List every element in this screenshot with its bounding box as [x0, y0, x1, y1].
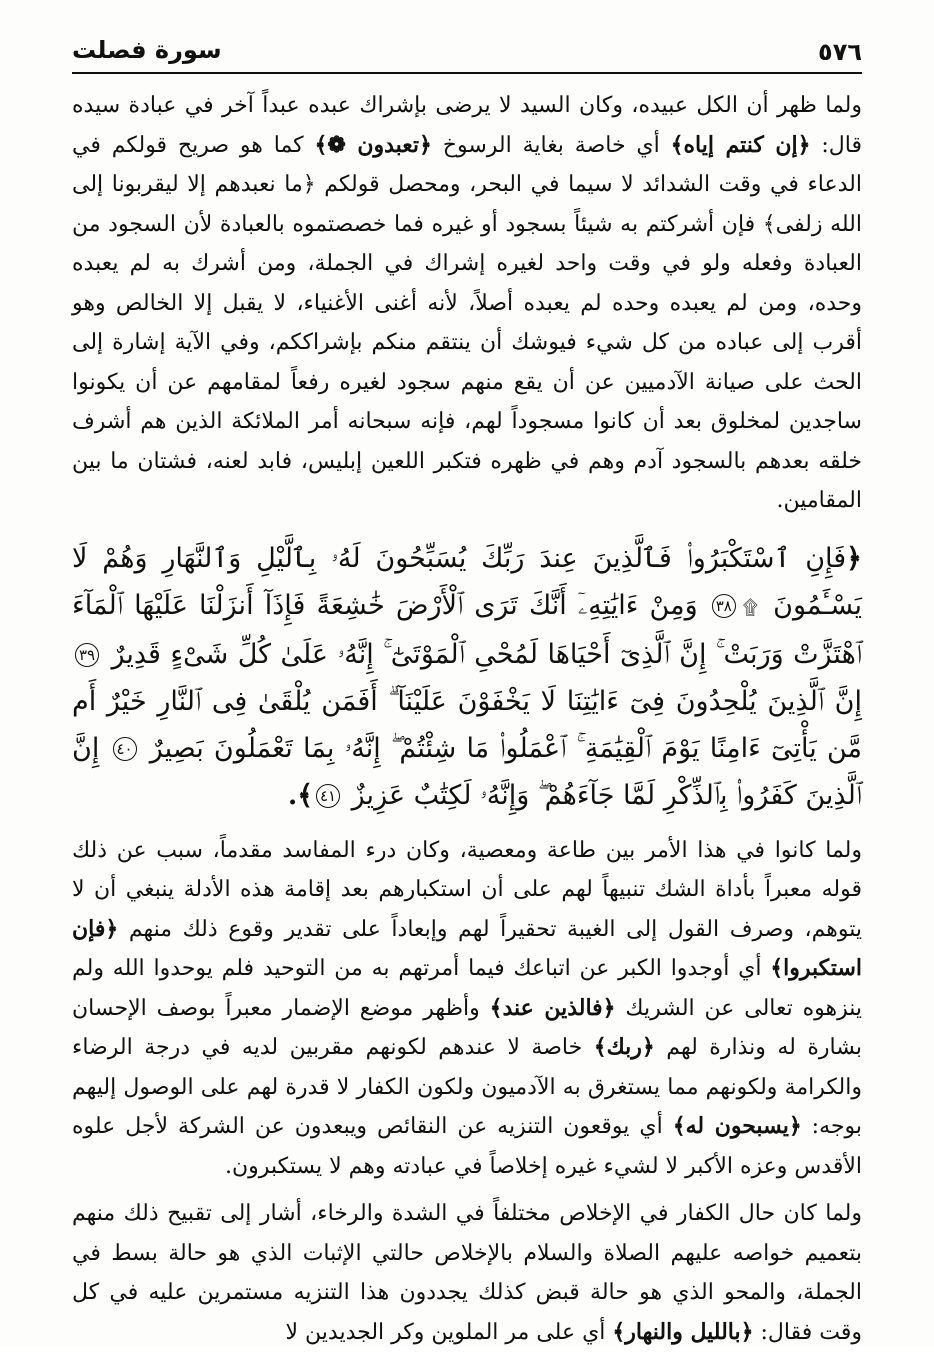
text-run: أي أوجدوا الكبر عن اتباعك فيما أمرتهم به من التوحيد فلم يوحدوا الله ولم ينزهوه تعالى عن الشريك — [72, 956, 862, 1021]
verse-38-text: فَإِنِ ٱسْتَكْبَرُوا۟ فَٱلَّذِينَ عِندَ رَبِّكَ يُسَبِّحُونَ لَهُۥ بِٱلَّيْلِ وَٱلنَّهَارِ وَهُمْ لَا يَسْـَٔمُونَ — [72, 542, 863, 621]
text-run: ولما كان حال الكفار في الإخلاص مختلفاً في الشدة والرخاء، أشار إلى تقبيح ذلك منهم بتعميم خواصه عليهم الصلاة والسلام بالإخلاص حالتي الإثبات الذي هو حالة بسط في الجملة، والمحو الذي هو حالة قبض كذلك يجددون هذا التنزيه مستمرين عليه في كل وقت فقال: — [72, 1201, 862, 1345]
quran-quote: ﴿فإن استكبروا﴾ — [72, 915, 862, 981]
sajda-mark-icon: ۩ — [742, 594, 758, 619]
quran-quote: ﴿بالليل والنهار﴾ — [612, 1318, 754, 1345]
verse-40-text: إِنَّ ٱلَّذِينَ يُلْحِدُونَ فِىٓ ءَايَٰتِنَا لَا يَخْفَوْنَ عَلَيْنَآ ۗ أَفَمَن يُلْقَىٰ فِى ٱلنَّارِ خَيْرٌ أَم مَّن يَأْتِىٓ ءَامِنًا يَوْمَ ٱلْقِيَٰمَةِ ۚ ٱعْمَلُوا۟ مَا شِئْتُمْ ۖ إِنَّهُۥ بِمَا تَعْمَلُونَ بَصِيرٌ — [72, 685, 862, 764]
quran-quote: ﴿إن كنتم إياه﴾ — [670, 131, 811, 158]
text-run: وأظهر موضع الإضمار معبراً بوصف الإحسان بشارة له ونذارة لهم — [72, 995, 862, 1060]
ayah-number-38: ٣٨ — [712, 594, 736, 618]
page-number: ٥٧٦ — [818, 38, 862, 66]
page-header — [72, 30, 862, 74]
quran-quote: ﴿تعبدون ❁﴾ — [314, 131, 432, 158]
ayah-number-40: ٤٠ — [113, 737, 137, 761]
text-run: أي على مر الملوين وكر الجديدين لا — [285, 1319, 613, 1345]
quran-quote: ﴿يسبحون له﴾ — [672, 1113, 802, 1139]
verse-41-text: إِنَّ ٱلَّذِينَ كَفَرُوا۟ بِٱلذِّكْرِ لَمَّا جَآءَهُمْ ۖ وَإِنَّهُۥ لَكِتَٰبٌ عَزِيزٌ — [72, 732, 862, 811]
text-run: خاصة لا عندهم لكونهم مقربين لديه في درجة الرضاء والكرامة ولكونهم مما يستغرق به الآدميون ولكون الكفار لا قدرة لهم على الوصول إليهم بوجه: — [72, 1035, 862, 1139]
header-divider — [72, 72, 862, 74]
quran-quote: ﴿ربك﴾ — [593, 1034, 655, 1060]
page-body — [72, 86, 862, 1352]
ayah-number-41: ٤١ — [316, 784, 340, 808]
text-run: أي يوقعون التنزيه عن النقائص ويبعدون عن الشركة لأجل علوه الأقدس وعزه الأكبر لا لشيء غيره إخلاصاً في عبادته وهم لا يستكبرون. — [72, 1114, 862, 1179]
text-run: ولما كانوا في هذا الأمر بين طاعة ومعصية، وكان درء المفاسد مقدماً، سبب عن ذلك قوله معبراً بأداة الشك تنبيهاً لهم على أن استكبارهم بعد إقامة هذه الأدلة ينبغي أن لا يتوهم، وصرف القول إلى الغيبة تحقيراً لهم وإبعاداً على تقدير وقوع ذلك منهم — [72, 837, 862, 942]
ayah-number-39: ٣٩ — [75, 643, 99, 667]
quran-quote: ﴿فالذين عند﴾ — [489, 994, 616, 1021]
surah-title: سورة فصلت — [72, 36, 222, 64]
verse-39-text: وَمِنْ ءَايَٰتِهِۦٓ أَنَّكَ تَرَى ٱلْأَرْضَ خَٰشِعَةً فَإِذَآ أَنزَلْنَا عَلَيْهَا ٱلْمَآءَ ٱهْتَزَّتْ وَرَبَتْ ۚ إِنَّ ٱلَّذِىٓ أَحْيَاهَا لَمُحْىِ ٱلْمَوْتَىٰٓ ۚ إِنَّهُۥ عَلَىٰ كُلِّ شَىْءٍ قَدِيرٌ — [72, 589, 862, 670]
commentary-paragraph-1 — [72, 86, 862, 521]
quran-close-bracket: ﴾. — [287, 779, 314, 811]
quran-open-bracket: ﴿ — [846, 542, 862, 574]
text-run: أي خاصة بغاية الرسوخ — [431, 132, 671, 158]
commentary-paragraph-2 — [72, 831, 862, 1187]
text-run: ولما ظهر أن الكل عبيده، وكان السيد لا يرضى بإشراك عبده عبداً آخر في عبادة سيده قال: — [72, 93, 863, 158]
text-run: كما هو صريح قولكم في الدعاء في وقت الشدائد لا سيما في البحر، ومحصل قولكم ﴿ما نعبدهم إلا ليقربونا إلى الله زلفى﴾ فإن أشركتم به شيئاً بسجود أو غيره فما خصصتموه بالعبادة لأن السجود من العبادة وفعله ولو في وقت واحد لغيره إشراك في الجملة، ومن أشرك به لم يعبده وحده، ومن لم يعبده وحده لم يعبده أصلاً، لأنه أغنى الأغنياء، لا يقبل إلا الخالص وهو أقرب إلى عباده من كل شيء فيوشك أن ينتقم منكم بإشراككم، وفي الآية إشارة إلى الحث على صيانة الآدميين عن أن يقع منهم سجود لغيره رفعاً لمقامهم عن أن يكونوا ساجدين لمخلوق بعد أن كانوا مسجوداً لهم، فإنه سبحانه أمر الملائكة الذين هم أشرف خلقه بعدهم بالسجود آدم وهم في ظهره فتكبر اللعين إبليس، فابد لعنه، فشتان ما بين المقامين. — [72, 132, 862, 513]
quran-verses-block — [72, 535, 862, 819]
commentary-paragraph-3 — [72, 1194, 862, 1352]
